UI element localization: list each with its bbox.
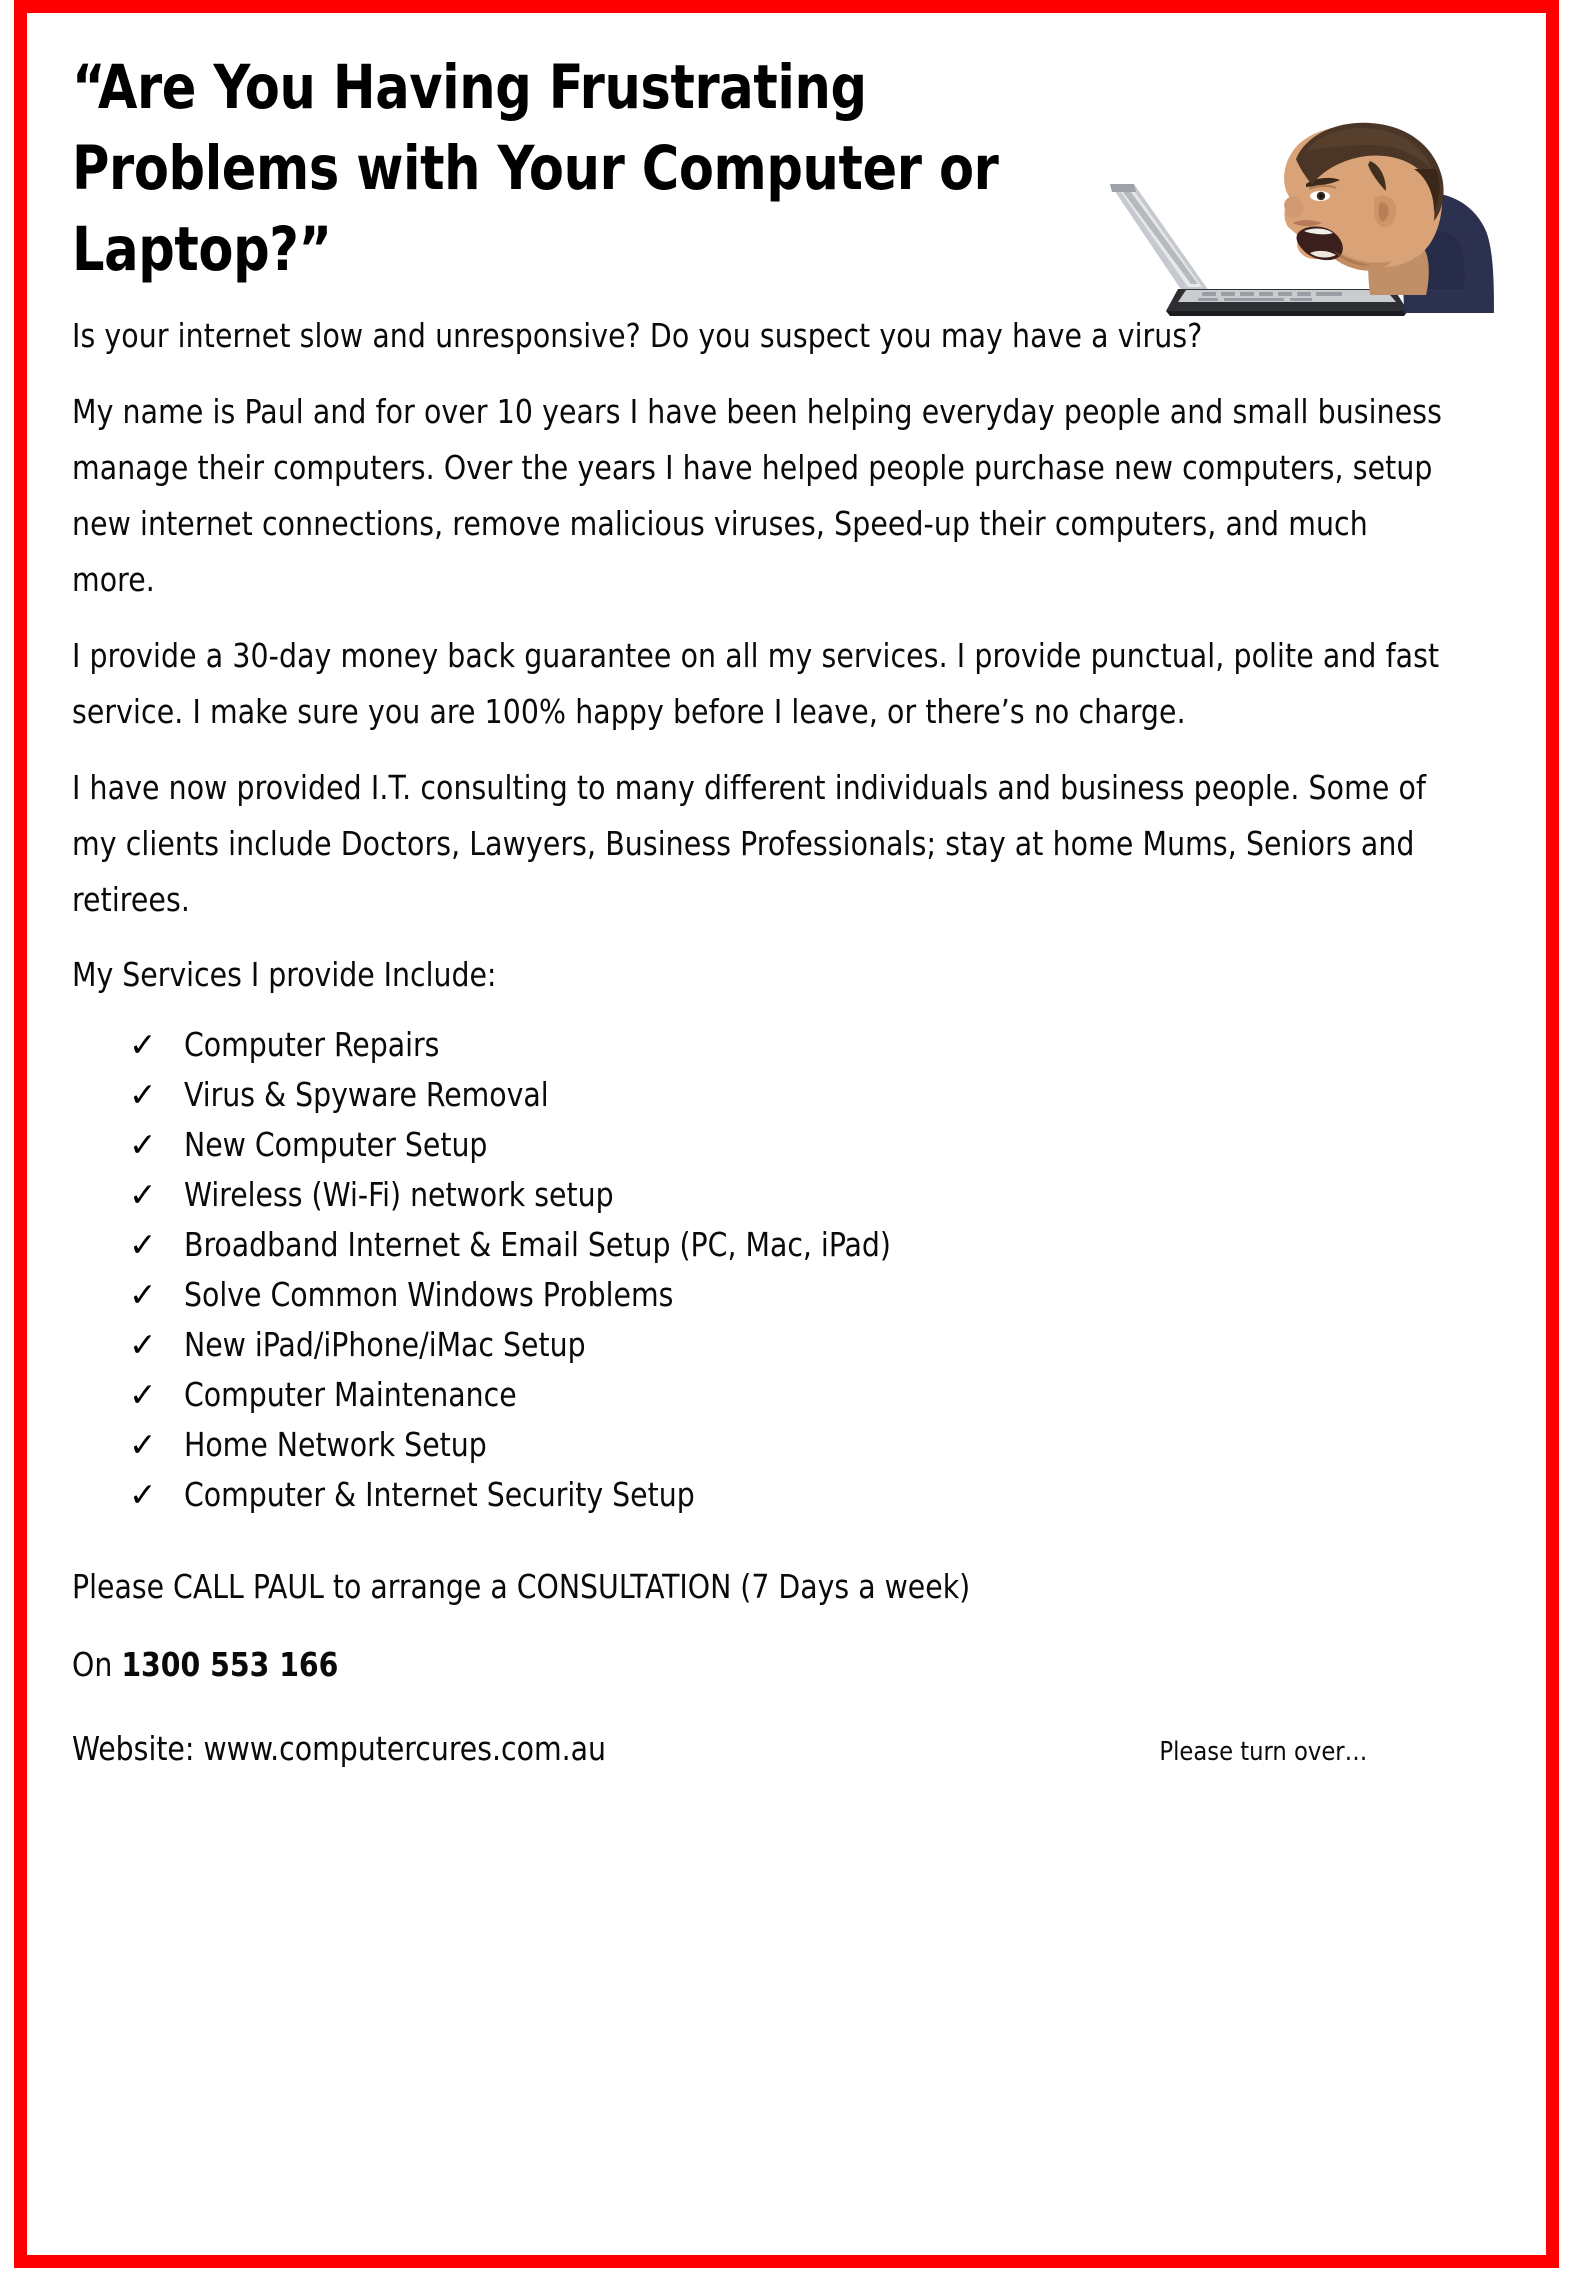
service-label: Computer Repairs	[184, 1026, 440, 1064]
checkmark-icon: ✓	[129, 1125, 157, 1164]
list-item	[129, 1420, 1497, 1470]
service-label: Home Network Setup	[184, 1426, 487, 1464]
checkmark-icon: ✓	[129, 1325, 157, 1364]
list-item	[129, 1320, 1497, 1370]
phone-number[interactable]: 1300 553 166	[121, 1646, 339, 1684]
checkmark-icon: ✓	[129, 1275, 157, 1314]
checkmark-icon: ✓	[129, 1175, 157, 1214]
phone-line	[72, 1640, 1454, 1690]
service-label: New Computer Setup	[184, 1126, 488, 1164]
list-item	[129, 1270, 1497, 1320]
checkmark-icon: ✓	[129, 1475, 157, 1514]
website-line	[72, 1724, 606, 1774]
phone-prefix-label: On	[72, 1646, 122, 1684]
page-title: “Are You Having Frustrating Problems with Your Computer or Laptop?”	[72, 52, 999, 285]
red-border-frame	[14, 0, 1559, 2268]
list-item	[129, 1170, 1497, 1220]
checkmark-icon: ✓	[129, 1025, 157, 1064]
service-label: Broadband Internet & Email Setup (PC, Mac, iPad)	[184, 1226, 891, 1264]
website-url[interactable]: www.computercures.com.au	[203, 1730, 606, 1768]
services-heading: My Services I provide Include:	[72, 956, 497, 994]
list-item	[129, 1070, 1497, 1120]
checkmark-icon: ✓	[129, 1425, 157, 1464]
checkmark-icon: ✓	[129, 1225, 157, 1264]
about-paul-paragraph: My name is Paul and for over 10 years I have been helping everyday people and small business manage their computers. Over the years I have helped people purchase new computers, setup new internet connections, remove malicious viruses, Speed-up their computers, and much more.	[72, 393, 1443, 599]
intro-question-paragraph: Is your internet slow and unresponsive? Do you suspect you may have a virus?	[72, 317, 1203, 355]
checkmark-icon: ✓	[129, 1075, 157, 1114]
call-to-action-text: Please CALL PAUL to arrange a CONSULTATION (7 Days a week)	[72, 1568, 971, 1606]
service-label: Wireless (Wi-Fi) network setup	[184, 1176, 614, 1214]
services-list	[129, 1020, 1497, 1520]
service-label: Virus & Spyware Removal	[184, 1076, 549, 1114]
list-item	[129, 1020, 1497, 1070]
checkmark-icon: ✓	[129, 1375, 157, 1414]
guarantee-paragraph: I provide a 30-day money back guarantee on all my services. I provide punctual, polite and fast service. I make sure you are 100% happy before I leave, or there’s no charge.	[72, 637, 1440, 731]
angry-man-shouting-at-laptop-photo	[1074, 99, 1494, 319]
service-label: Computer Maintenance	[184, 1376, 517, 1414]
clients-paragraph: I have now provided I.T. consulting to many different individuals and business people. Some of my clients include Doctors, Lawyers, Business Professionals; stay at home Mums, Seniors and retirees.	[72, 769, 1427, 919]
flyer-footer	[72, 1562, 1497, 1777]
service-label: Computer & Internet Security Setup	[184, 1476, 695, 1514]
list-item	[129, 1120, 1497, 1170]
website-label: Website:	[72, 1730, 204, 1768]
list-item	[129, 1220, 1497, 1270]
list-item	[129, 1470, 1497, 1520]
turn-over-note: Please turn over…	[1159, 1737, 1367, 1767]
flyer-content	[72, 31, 1532, 2251]
website-row	[72, 1724, 1497, 1777]
list-item	[129, 1370, 1497, 1420]
body-copy	[72, 308, 1497, 1777]
service-label: Solve Common Windows Problems	[184, 1276, 674, 1314]
service-label: New iPad/iPhone/iMac Setup	[184, 1326, 586, 1364]
